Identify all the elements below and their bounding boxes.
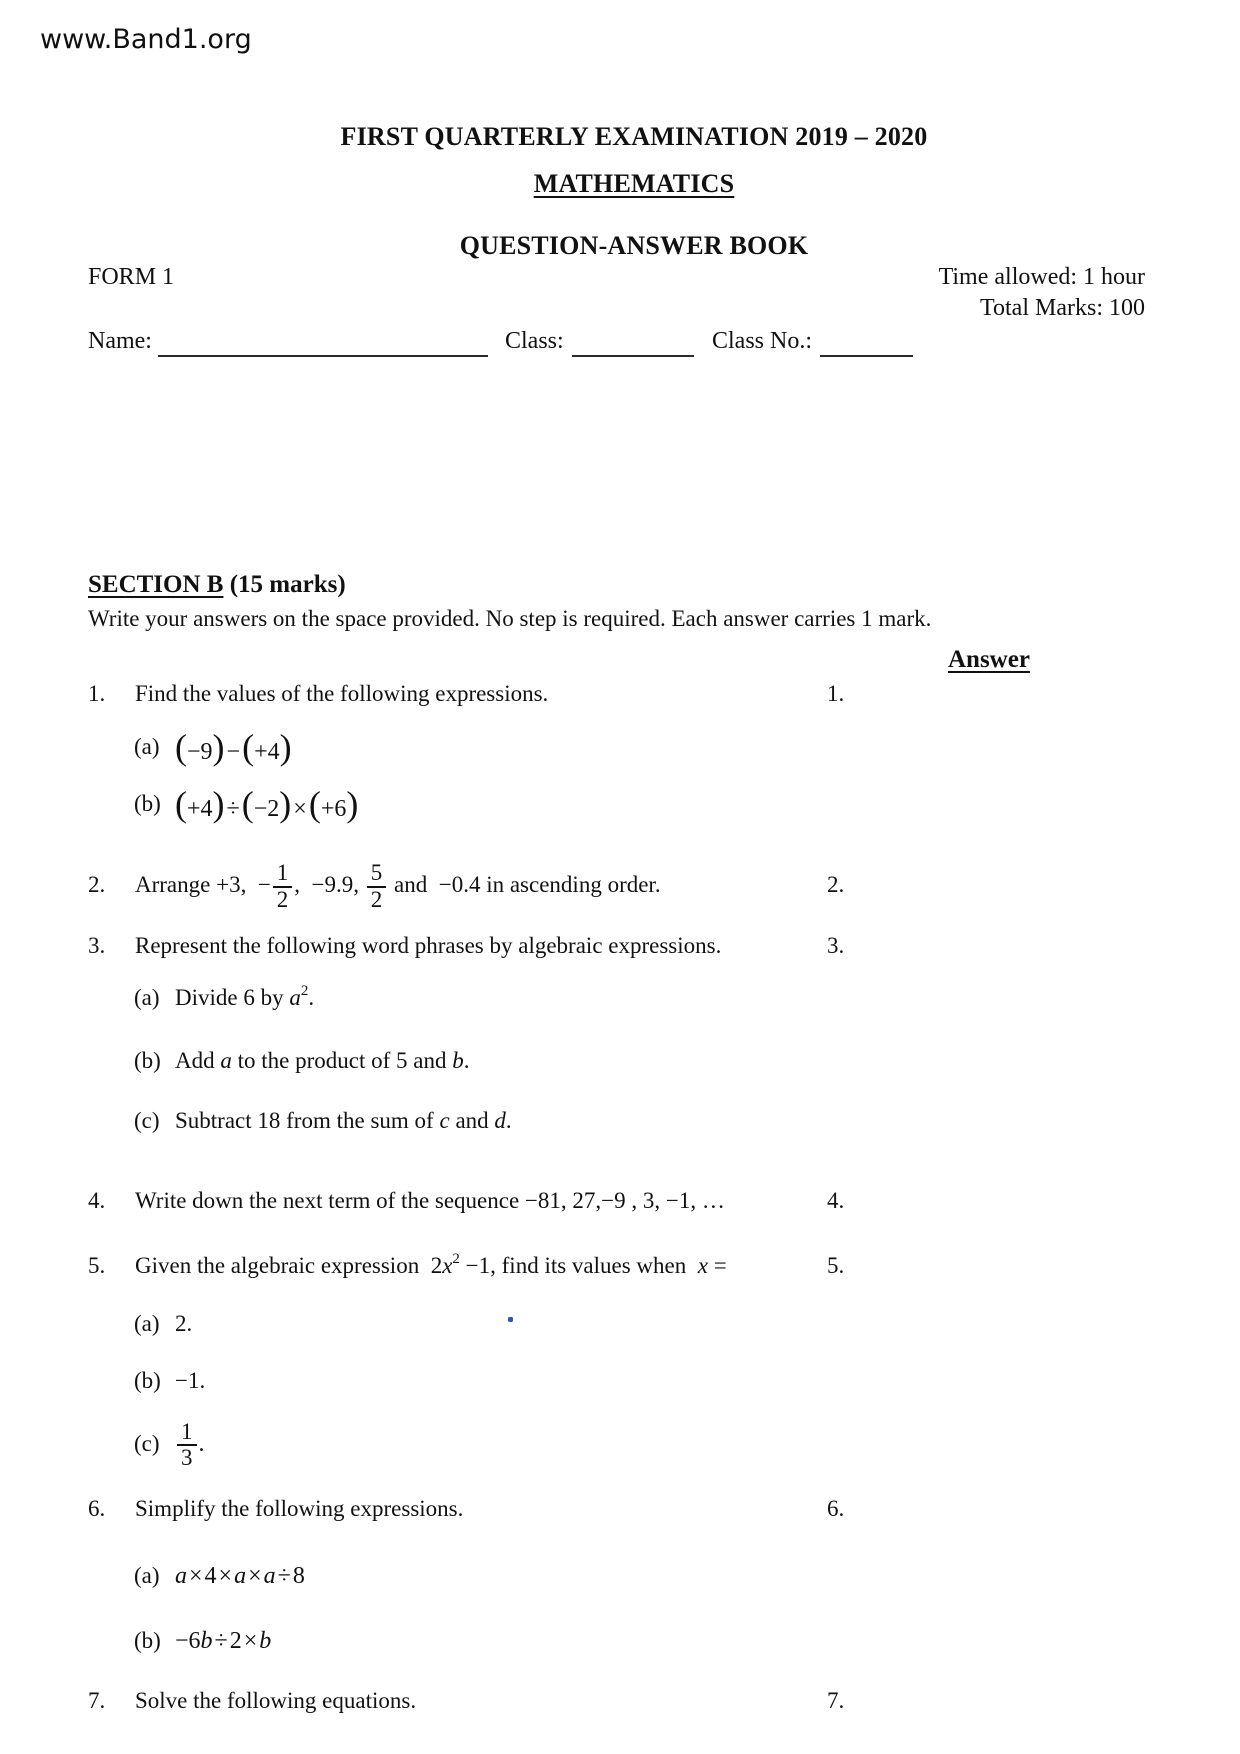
variable-d: d xyxy=(494,1108,506,1133)
section-b-marks: (15 marks) xyxy=(223,571,346,598)
question-2-text xyxy=(135,856,661,914)
class-no-label: Class No.: xyxy=(712,328,813,354)
question-1-text: Find the values of the following expressions. xyxy=(135,681,549,706)
question-7-text: Solve the following equations. xyxy=(135,1688,417,1713)
operand: +4 xyxy=(187,796,213,822)
operand: +6 xyxy=(320,796,347,822)
variable-b: b xyxy=(259,1628,272,1654)
fraction-numerator: 5 xyxy=(370,860,383,886)
answer-slot-2: 2. xyxy=(827,872,845,897)
open-paren: ( xyxy=(241,784,254,824)
variable-b: b xyxy=(200,1628,213,1654)
question-2-text-pre: Arrange +3, − xyxy=(135,872,271,897)
divide-operator: ÷ xyxy=(277,1563,291,1589)
part-5b-label: (b) xyxy=(134,1368,161,1393)
part-6b-expression xyxy=(175,1628,271,1655)
fraction-one-third xyxy=(177,1420,197,1471)
answer-slot-5: 5. xyxy=(827,1253,845,1278)
total-marks: Total Marks: 100 xyxy=(980,295,1145,321)
exponent: 2 xyxy=(452,1251,460,1267)
variable-a: a xyxy=(234,1563,247,1589)
question-5-text xyxy=(135,1253,727,1279)
part-3b-text xyxy=(175,1048,470,1074)
section-b-heading xyxy=(88,571,346,599)
close-paren: ) xyxy=(346,784,359,824)
subject-title: MATHEMATICS xyxy=(533,169,735,198)
part-1a-label: (a) xyxy=(134,734,160,759)
fraction-numerator: 1 xyxy=(181,1419,193,1445)
part-6a-label: (a) xyxy=(134,1563,160,1588)
fraction-denominator: 2 xyxy=(367,886,387,912)
open-paren: ( xyxy=(175,727,187,767)
close-paren: ) xyxy=(279,727,292,767)
question-2-row xyxy=(0,856,1240,914)
part-3c-text xyxy=(175,1108,512,1134)
part-5c-text xyxy=(175,1416,205,1472)
fraction-five-halves xyxy=(367,861,387,912)
part-5a-label: (a) xyxy=(134,1311,160,1336)
part-6a-expression xyxy=(175,1563,305,1590)
variable-a: a xyxy=(220,1048,232,1073)
class-label: Class: xyxy=(505,328,564,354)
question-1a-row xyxy=(0,726,1240,768)
part-5b-text: −1. xyxy=(175,1368,206,1393)
question-6-number: 6. xyxy=(88,1496,106,1521)
times-operator: × xyxy=(218,1563,233,1589)
part-3a-text xyxy=(175,985,314,1011)
section-b-title: SECTION B xyxy=(88,571,224,598)
name-blank-line xyxy=(158,328,488,357)
variable-c: c xyxy=(439,1108,450,1133)
text: Divide 6 by xyxy=(175,985,290,1010)
student-info-row xyxy=(0,328,1240,360)
fraction-one-half xyxy=(273,861,293,912)
variable-x: x xyxy=(697,1253,708,1278)
question-3-text: Represent the following word phrases by algebraic expressions. xyxy=(135,933,722,958)
fraction-denominator: 3 xyxy=(177,1444,197,1470)
question-5c-row xyxy=(0,1416,1240,1472)
exponent: 2 xyxy=(300,983,309,999)
question-3-number: 3. xyxy=(88,933,106,958)
times-operator: × xyxy=(189,1563,203,1589)
text: Given the algebraic expression 2 xyxy=(135,1253,443,1278)
name-label: Name: xyxy=(88,328,152,354)
part-3c-label: (c) xyxy=(134,1108,160,1133)
time-allowed: Time allowed: 1 hour xyxy=(938,264,1145,290)
question-2-text-post: and −0.4 in ascending order. xyxy=(388,872,661,897)
question-7-number: 7. xyxy=(88,1688,106,1713)
close-paren: ) xyxy=(279,784,292,824)
variable-a: a xyxy=(175,1563,187,1589)
text: Add xyxy=(175,1048,221,1073)
times-operator: × xyxy=(248,1563,262,1589)
blue-ink-dot xyxy=(508,1317,513,1322)
close-paren: ) xyxy=(212,727,225,767)
variable-x: x xyxy=(442,1253,453,1278)
book-title: QUESTION-ANSWER BOOK xyxy=(459,231,809,260)
times-operator: × xyxy=(293,796,307,822)
part-3a-label: (a) xyxy=(134,985,160,1010)
part-3b-label: (b) xyxy=(134,1048,161,1073)
question-2-text-mid: , −9.9, xyxy=(294,872,365,897)
exam-title: FIRST QUARTERLY EXAMINATION 2019 – 2020 xyxy=(340,122,928,151)
number: 4 xyxy=(204,1563,217,1589)
operand: +4 xyxy=(254,739,280,765)
text: . xyxy=(308,985,315,1010)
number: −6 xyxy=(175,1628,201,1654)
minus-operator: − xyxy=(226,739,241,765)
site-watermark: www.Band1.org xyxy=(40,24,252,55)
variable-a: a xyxy=(289,985,301,1010)
fraction-denominator: 2 xyxy=(273,886,293,912)
text: = xyxy=(707,1253,727,1278)
text: . xyxy=(198,1431,205,1457)
class-blank-line xyxy=(572,328,694,357)
text: Subtract 18 from the sum of xyxy=(175,1108,440,1133)
part-1b-label: (b) xyxy=(134,791,161,816)
part-1b-expression xyxy=(175,783,358,830)
answer-slot-6: 6. xyxy=(827,1496,845,1521)
part-1a-expression xyxy=(175,726,292,773)
part-5a-text: 2. xyxy=(175,1311,193,1336)
operand: −2 xyxy=(253,796,280,822)
answer-slot-3: 3. xyxy=(827,933,845,958)
answer-column-header: Answer xyxy=(948,646,1030,673)
variable-b: b xyxy=(452,1048,464,1073)
question-1b-row xyxy=(0,783,1240,825)
text: −1, find its values when xyxy=(459,1253,698,1278)
answer-slot-1: 1. xyxy=(827,681,845,706)
part-6b-label: (b) xyxy=(134,1628,161,1653)
question-4-number: 4. xyxy=(88,1188,106,1213)
number: 8 xyxy=(292,1563,305,1589)
question-6-text: Simplify the following expressions. xyxy=(135,1496,464,1521)
text: and xyxy=(449,1108,495,1133)
close-paren: ) xyxy=(212,784,225,824)
section-b-instruction: Write your answers on the space provided. No step is required. Each answer carries 1 mark. xyxy=(88,606,932,631)
fraction-numerator: 1 xyxy=(276,860,289,886)
form-label: FORM 1 xyxy=(88,264,175,290)
divide-operator: ÷ xyxy=(214,1628,228,1654)
open-paren: ( xyxy=(242,727,255,767)
question-2-number: 2. xyxy=(88,872,106,897)
variable-a: a xyxy=(263,1563,276,1589)
answer-slot-7: 7. xyxy=(827,1688,845,1713)
part-5c-label: (c) xyxy=(134,1431,160,1456)
divide-operator: ÷ xyxy=(226,796,240,822)
question-1-number: 1. xyxy=(88,681,106,706)
text: . xyxy=(463,1048,470,1073)
operand: −9 xyxy=(187,739,213,765)
question-4-text: Write down the next term of the sequence −81, 27,−9 , 3, −1, … xyxy=(135,1188,725,1213)
answer-slot-4: 4. xyxy=(827,1188,845,1213)
number: 2 xyxy=(229,1628,242,1654)
open-paren: ( xyxy=(175,784,187,824)
open-paren: ( xyxy=(308,784,321,824)
class-no-blank-line xyxy=(820,328,913,357)
times-operator: × xyxy=(243,1628,258,1654)
question-5-number: 5. xyxy=(88,1253,106,1278)
text: to the product of 5 and xyxy=(231,1048,453,1073)
text: . xyxy=(505,1108,512,1133)
